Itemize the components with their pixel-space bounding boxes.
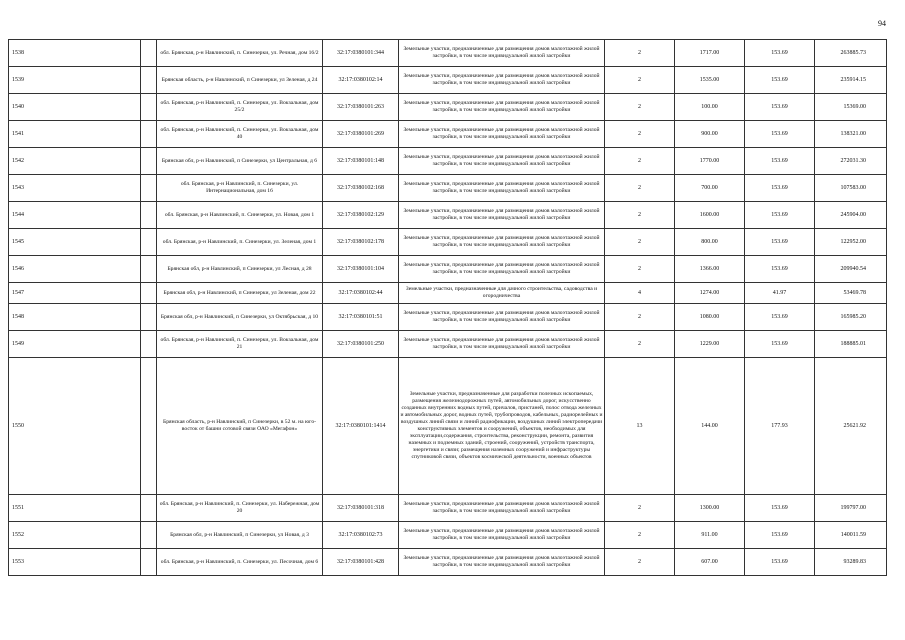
cadastral-number-cell: 32:17:0380102:168 (323, 175, 399, 202)
address-cell: обл. Брянская, р-н Навлинский, п. Синезерки, ул. Вокзальная, дом 40 (157, 121, 323, 148)
group-number-cell: 2 (605, 148, 675, 175)
cadastral-number-cell: 32:17:0380102:178 (323, 229, 399, 256)
blank-cell (141, 522, 157, 549)
table-row (9, 283, 887, 304)
land-use-category-cell: Земельные участки, предназначенные для размещения домов малоэтажной жилой застройки, в том числе индивидуальной жилой застройки (399, 331, 605, 358)
record-number-cell: 1551 (9, 495, 141, 522)
blank-cell (141, 67, 157, 94)
table-body (9, 40, 887, 576)
specific-value-cell: 153.69 (745, 94, 815, 121)
land-use-category-cell: Земельные участки, предназначенные для размещения домов малоэтажной жилой застройки, в том числе индивидуальной жилой застройки (399, 304, 605, 331)
blank-cell (141, 331, 157, 358)
specific-value-cell: 153.69 (745, 256, 815, 283)
land-use-category-cell: Земельные участки, предназначенные для размещения домов малоэтажной жилой застройки, в том числе индивидуальной жилой застройки (399, 94, 605, 121)
record-number-cell: 1540 (9, 94, 141, 121)
blank-cell (141, 121, 157, 148)
specific-value-cell: 153.69 (745, 495, 815, 522)
area-cell: 1080.00 (675, 304, 745, 331)
record-number-cell: 1544 (9, 202, 141, 229)
land-use-category-cell: Земельные участки, предназначенные для дачного строительства, садоводства и огородничества (399, 283, 605, 304)
land-use-category-cell: Земельные участки, предназначенные для размещения домов малоэтажной жилой застройки, в том числе индивидуальной жилой застройки (399, 121, 605, 148)
group-number-cell: 2 (605, 94, 675, 121)
specific-value-cell: 153.69 (745, 229, 815, 256)
group-number-cell: 2 (605, 331, 675, 358)
table-row (9, 358, 887, 495)
group-number-cell: 13 (605, 358, 675, 495)
cadastral-number-cell: 32:17:0380101:250 (323, 331, 399, 358)
table-row (9, 304, 887, 331)
blank-cell (141, 549, 157, 576)
land-use-category-cell: Земельные участки, предназначенные для размещения домов малоэтажной жилой застройки, в том числе индивидуальной жилой застройки (399, 202, 605, 229)
area-cell: 144.00 (675, 358, 745, 495)
cadastral-number-cell: 32:17:0380102:73 (323, 522, 399, 549)
area-cell: 911.00 (675, 522, 745, 549)
blank-cell (141, 94, 157, 121)
group-number-cell: 2 (605, 229, 675, 256)
address-cell: Брянская обл, р-н Навлинский, п Синезерки, ул Октябрьская, д 10 (157, 304, 323, 331)
record-number-cell: 1538 (9, 40, 141, 67)
cadastral-cost-cell: 263885.73 (815, 40, 887, 67)
land-use-category-cell: Земельные участки, предназначенные для размещения домов малоэтажной жилой застройки, в том числе индивидуальной жилой застройки (399, 67, 605, 94)
group-number-cell: 4 (605, 283, 675, 304)
cadastral-number-cell: 32:17:0380102:44 (323, 283, 399, 304)
table-row (9, 148, 887, 175)
land-use-category-cell: Земельные участки, предназначенные для размещения домов малоэтажной жилой застройки, в том числе индивидуальной жилой застройки (399, 148, 605, 175)
cadastral-cost-cell: 209940.54 (815, 256, 887, 283)
table-row (9, 94, 887, 121)
record-number-cell: 1542 (9, 148, 141, 175)
address-cell: Брянская обл, р-н Навлинский, п Синезерки, ул Лесная, д 28 (157, 256, 323, 283)
group-number-cell: 2 (605, 256, 675, 283)
cadastral-cost-cell: 93289.83 (815, 549, 887, 576)
specific-value-cell: 153.69 (745, 40, 815, 67)
land-use-category-cell: Земельные участки, предназначенные для размещения домов малоэтажной жилой застройки, в том числе индивидуальной жилой застройки (399, 522, 605, 549)
specific-value-cell: 153.69 (745, 522, 815, 549)
record-number-cell: 1539 (9, 67, 141, 94)
address-cell: обл. Брянская, р-н Навлинский, п. Синезерки, ул. Интернациональная, дом 16 (157, 175, 323, 202)
land-use-category-cell: Земельные участки, предназначенные для размещения домов малоэтажной жилой застройки, в том числе индивидуальной жилой застройки (399, 40, 605, 67)
table-row (9, 40, 887, 67)
blank-cell (141, 256, 157, 283)
address-cell: Брянская область, р-н Навлинский, п Синезерки, ул Зеленая, д 24 (157, 67, 323, 94)
area-cell: 100.00 (675, 94, 745, 121)
address-cell: обл. Брянская, р-н Навлинский, п. Синезерки, ул. Зеленая, дом 1 (157, 229, 323, 256)
address-cell: обл. Брянская, р-н Навлинский, п. Синезерки, ул. Новая, дом 1 (157, 202, 323, 229)
cadastral-number-cell: 32:17:0380101:1414 (323, 358, 399, 495)
land-use-category-cell: Земельные участки, предназначенные для размещения домов малоэтажной жилой застройки, в том числе индивидуальной жилой застройки (399, 175, 605, 202)
address-cell: обл. Брянская, р-н Навлинский, п. Синезерки, ул. Вокзальная, дом 25/2 (157, 94, 323, 121)
table-row (9, 67, 887, 94)
specific-value-cell: 153.69 (745, 304, 815, 331)
table-row (9, 331, 887, 358)
blank-cell (141, 283, 157, 304)
address-cell: обл. Брянская, р-н Навлинский, п. Синезерки, ул. Песочная, дом 6 (157, 549, 323, 576)
cadastral-cost-cell: 122952.00 (815, 229, 887, 256)
address-cell: Брянская обл, р-н Навлинский, п Синезерки, ул Новая, д 3 (157, 522, 323, 549)
address-cell: обл. Брянская, р-н Навлинский, п. Синезерки, ул. Речная, дом 16/2 (157, 40, 323, 67)
area-cell: 1366.00 (675, 256, 745, 283)
address-cell: Брянская обл, р-н Навлинский, п Синезерки, ул Зеленая, дом 22 (157, 283, 323, 304)
record-number-cell: 1547 (9, 283, 141, 304)
cadastral-number-cell: 32:17:0380101:344 (323, 40, 399, 67)
record-number-cell: 1552 (9, 522, 141, 549)
table-row (9, 522, 887, 549)
specific-value-cell: 153.69 (745, 202, 815, 229)
page-number: 94 (878, 19, 886, 28)
table-row (9, 256, 887, 283)
cadastral-cost-cell: 25621.92 (815, 358, 887, 495)
record-number-cell: 1541 (9, 121, 141, 148)
group-number-cell: 2 (605, 495, 675, 522)
cadastral-cost-cell: 53469.78 (815, 283, 887, 304)
area-cell: 700.00 (675, 175, 745, 202)
cadastral-number-cell: 32:17:0380101:51 (323, 304, 399, 331)
cadastral-cost-cell: 165985.20 (815, 304, 887, 331)
cadastral-number-cell: 32:17:0380101:263 (323, 94, 399, 121)
land-plots-table (8, 39, 887, 576)
land-use-category-cell: Земельные участки, предназначенные для размещения домов малоэтажной жилой застройки, в том числе индивидуальной жилой застройки (399, 229, 605, 256)
address-cell: обл. Брянская, р-н Навлинский, п. Синезерки, ул. Вокзальная, дом 21 (157, 331, 323, 358)
specific-value-cell: 41.97 (745, 283, 815, 304)
record-number-cell: 1545 (9, 229, 141, 256)
area-cell: 1770.00 (675, 148, 745, 175)
cadastral-cost-cell: 188885.01 (815, 331, 887, 358)
record-number-cell: 1546 (9, 256, 141, 283)
group-number-cell: 2 (605, 175, 675, 202)
cadastral-number-cell: 32:17:0380101:104 (323, 256, 399, 283)
group-number-cell: 2 (605, 202, 675, 229)
blank-cell (141, 148, 157, 175)
group-number-cell: 2 (605, 121, 675, 148)
cadastral-cost-cell: 272031.30 (815, 148, 887, 175)
record-number-cell: 1548 (9, 304, 141, 331)
address-cell: Брянская область, р-н Навлинский, п Синезерки, в 52 м. на юго-восток от башни сотовой связи ОАО «Мегафон» (157, 358, 323, 495)
cadastral-cost-cell: 235914.15 (815, 67, 887, 94)
specific-value-cell: 153.69 (745, 148, 815, 175)
record-number-cell: 1543 (9, 175, 141, 202)
group-number-cell: 2 (605, 522, 675, 549)
blank-cell (141, 175, 157, 202)
table-row (9, 175, 887, 202)
cadastral-number-cell: 32:17:0380101:148 (323, 148, 399, 175)
blank-cell (141, 358, 157, 495)
record-number-cell: 1550 (9, 358, 141, 495)
cadastral-cost-cell: 15369.00 (815, 94, 887, 121)
blank-cell (141, 495, 157, 522)
area-cell: 1717.00 (675, 40, 745, 67)
blank-cell (141, 40, 157, 67)
cadastral-number-cell: 32:17:0380102:14 (323, 67, 399, 94)
table-row (9, 202, 887, 229)
cadastral-cost-cell: 140011.59 (815, 522, 887, 549)
area-cell: 1229.00 (675, 331, 745, 358)
area-cell: 1274.00 (675, 283, 745, 304)
address-cell: обл. Брянская, р-н Навлинский, п. Синезерки, ул. Набережная, дом 20 (157, 495, 323, 522)
group-number-cell: 2 (605, 67, 675, 94)
group-number-cell: 2 (605, 304, 675, 331)
area-cell: 900.00 (675, 121, 745, 148)
group-number-cell: 2 (605, 549, 675, 576)
cadastral-number-cell: 32:17:0380102:129 (323, 202, 399, 229)
record-number-cell: 1553 (9, 549, 141, 576)
specific-value-cell: 153.69 (745, 67, 815, 94)
cadastral-number-cell: 32:17:0380101:428 (323, 549, 399, 576)
cadastral-number-cell: 32:17:0380101:269 (323, 121, 399, 148)
area-cell: 1535.00 (675, 67, 745, 94)
cadastral-cost-cell: 245904.00 (815, 202, 887, 229)
specific-value-cell: 153.69 (745, 331, 815, 358)
specific-value-cell: 153.69 (745, 175, 815, 202)
cadastral-cost-cell: 107583.00 (815, 175, 887, 202)
group-number-cell: 2 (605, 40, 675, 67)
table-row (9, 495, 887, 522)
cadastral-number-cell: 32:17:0380101:318 (323, 495, 399, 522)
specific-value-cell: 153.69 (745, 121, 815, 148)
area-cell: 1600.00 (675, 202, 745, 229)
land-use-category-cell: Земельные участки, предназначенные для размещения домов малоэтажной жилой застройки, в том числе индивидуальной жилой застройки (399, 256, 605, 283)
cadastral-cost-cell: 138321.00 (815, 121, 887, 148)
cadastral-cost-cell: 199797.00 (815, 495, 887, 522)
land-use-category-cell: Земельные участки, предназначенные для размещения домов малоэтажной жилой застройки, в том числе индивидуальной жилой застройки (399, 495, 605, 522)
blank-cell (141, 304, 157, 331)
area-cell: 1300.00 (675, 495, 745, 522)
area-cell: 800.00 (675, 229, 745, 256)
area-cell: 607.00 (675, 549, 745, 576)
specific-value-cell: 177.93 (745, 358, 815, 495)
address-cell: Брянская обл, р-н Навлинский, п Синезерки, ул Центральная, д 6 (157, 148, 323, 175)
land-use-category-cell: Земельные участки, предназначенные для разработки полезных ископаемых, размещения железнодорожных путей, автомобильных дорог, искусственно созданных внутренних водных путей, причалов, пристаней, полос отвода железных и автомобильных дорог, водных путей, трубопроводов, кабельных, радиорелейных и воздушных линий связи и линий радиофикации, воздушных линий электропередачи конструктивных элементов и сооружений, объектов, необходимых для эксплуатации,содержания, строительства, реконструкции, ремонта, развития наземных и подземных зданий, строений, сооружений, устройств транспорта, энергетики и связи; размещения наземных сооружений и инфраструктуры спутниковой связи, объектов космической деятельности, военных объектов (399, 358, 605, 495)
blank-cell (141, 202, 157, 229)
land-use-category-cell: Земельные участки, предназначенные для размещения домов малоэтажной жилой застройки, в том числе индивидуальной жилой застройки (399, 549, 605, 576)
table-row (9, 121, 887, 148)
table-row (9, 229, 887, 256)
specific-value-cell: 153.69 (745, 549, 815, 576)
record-number-cell: 1549 (9, 331, 141, 358)
table-row (9, 549, 887, 576)
blank-cell (141, 229, 157, 256)
